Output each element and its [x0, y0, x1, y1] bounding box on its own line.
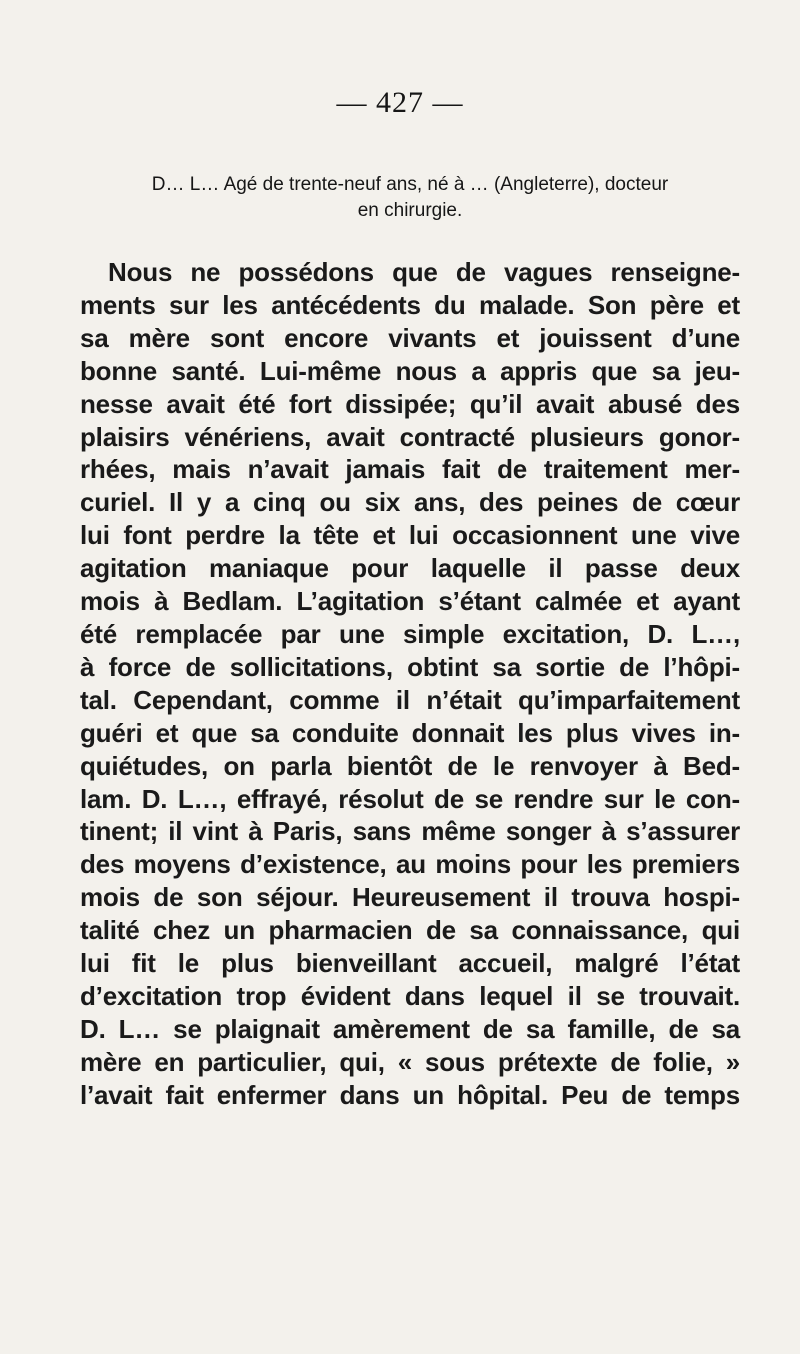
- page-number: — 427 —: [336, 86, 464, 119]
- text-line: D. L… se plaignait amèrement de sa famille, de sa: [80, 1013, 740, 1044]
- text-line: des moyens d’existence, au moins pour les premiers: [80, 849, 740, 880]
- text-line: mère en particulier, qui, « sous prétexte de folie, »: [80, 1046, 740, 1077]
- case-heading: [80, 172, 740, 224]
- text-line: sa mère sont encore vivants et jouissent d’une: [80, 322, 740, 353]
- text-line: ments sur les antécédents du malade. Son père et: [80, 289, 740, 320]
- text-line: été remplacée par une simple excitation, D. L…,: [80, 618, 740, 649]
- text-line: mois de son séjour. Heureusement il trouva hospi-: [80, 882, 740, 913]
- text-line: bonne santé. Lui-même nous a appris que sa jeu-: [80, 355, 740, 386]
- case-heading-line: D… L… Agé de trente-neuf ans, né à … (Angleterre), docteur: [151, 174, 669, 195]
- text-line: lui font perdre la tête et lui occasionnent une vive: [80, 520, 740, 551]
- text-line: lam. D. L…, effrayé, résolut de se rendre sur le con-: [80, 783, 740, 814]
- body-paragraph: [80, 256, 740, 1112]
- case-heading-line: en chirurgie.: [357, 200, 463, 221]
- text-line: tal. Cependant, comme il n’était qu’imparfaitement: [80, 684, 740, 715]
- text-line: rhées, mais n’avait jamais fait de traitement mer-: [80, 454, 740, 485]
- text-line: mois à Bedlam. L’agitation s’étant calmée et ayant: [80, 586, 740, 617]
- text-line: quiétudes, on parla bientôt de le renvoyer à Bed-: [80, 750, 740, 781]
- text-line: guéri et que sa conduite donnait les plus vives in-: [80, 717, 740, 748]
- text-line: nesse avait été fort dissipée; qu’il avait abusé des: [80, 388, 740, 419]
- text-line: d’excitation trop évident dans lequel il se trouvait.: [80, 980, 740, 1011]
- text-line: Nous ne possédons que de vagues renseigne-: [108, 257, 740, 287]
- text-line: lui fit le plus bienveillant accueil, malgré l’état: [80, 948, 740, 979]
- text-line: talité chez un pharmacien de sa connaissance, qui: [80, 915, 740, 946]
- text-line: curiel. Il y a cinq ou six ans, des peines de cœur: [80, 487, 740, 518]
- text-line: agitation maniaque pour laquelle il passe deux: [80, 553, 740, 584]
- text-line: l’avait fait enfermer dans un hôpital. Peu de temps: [80, 1079, 740, 1110]
- text-line: à force de sollicitations, obtint sa sortie de l’hôpi-: [80, 651, 740, 682]
- text-line: tinent; il vint à Paris, sans même songer à s’assurer: [80, 816, 740, 847]
- text-line: plaisirs vénériens, avait contracté plusieurs gonor-: [80, 421, 740, 452]
